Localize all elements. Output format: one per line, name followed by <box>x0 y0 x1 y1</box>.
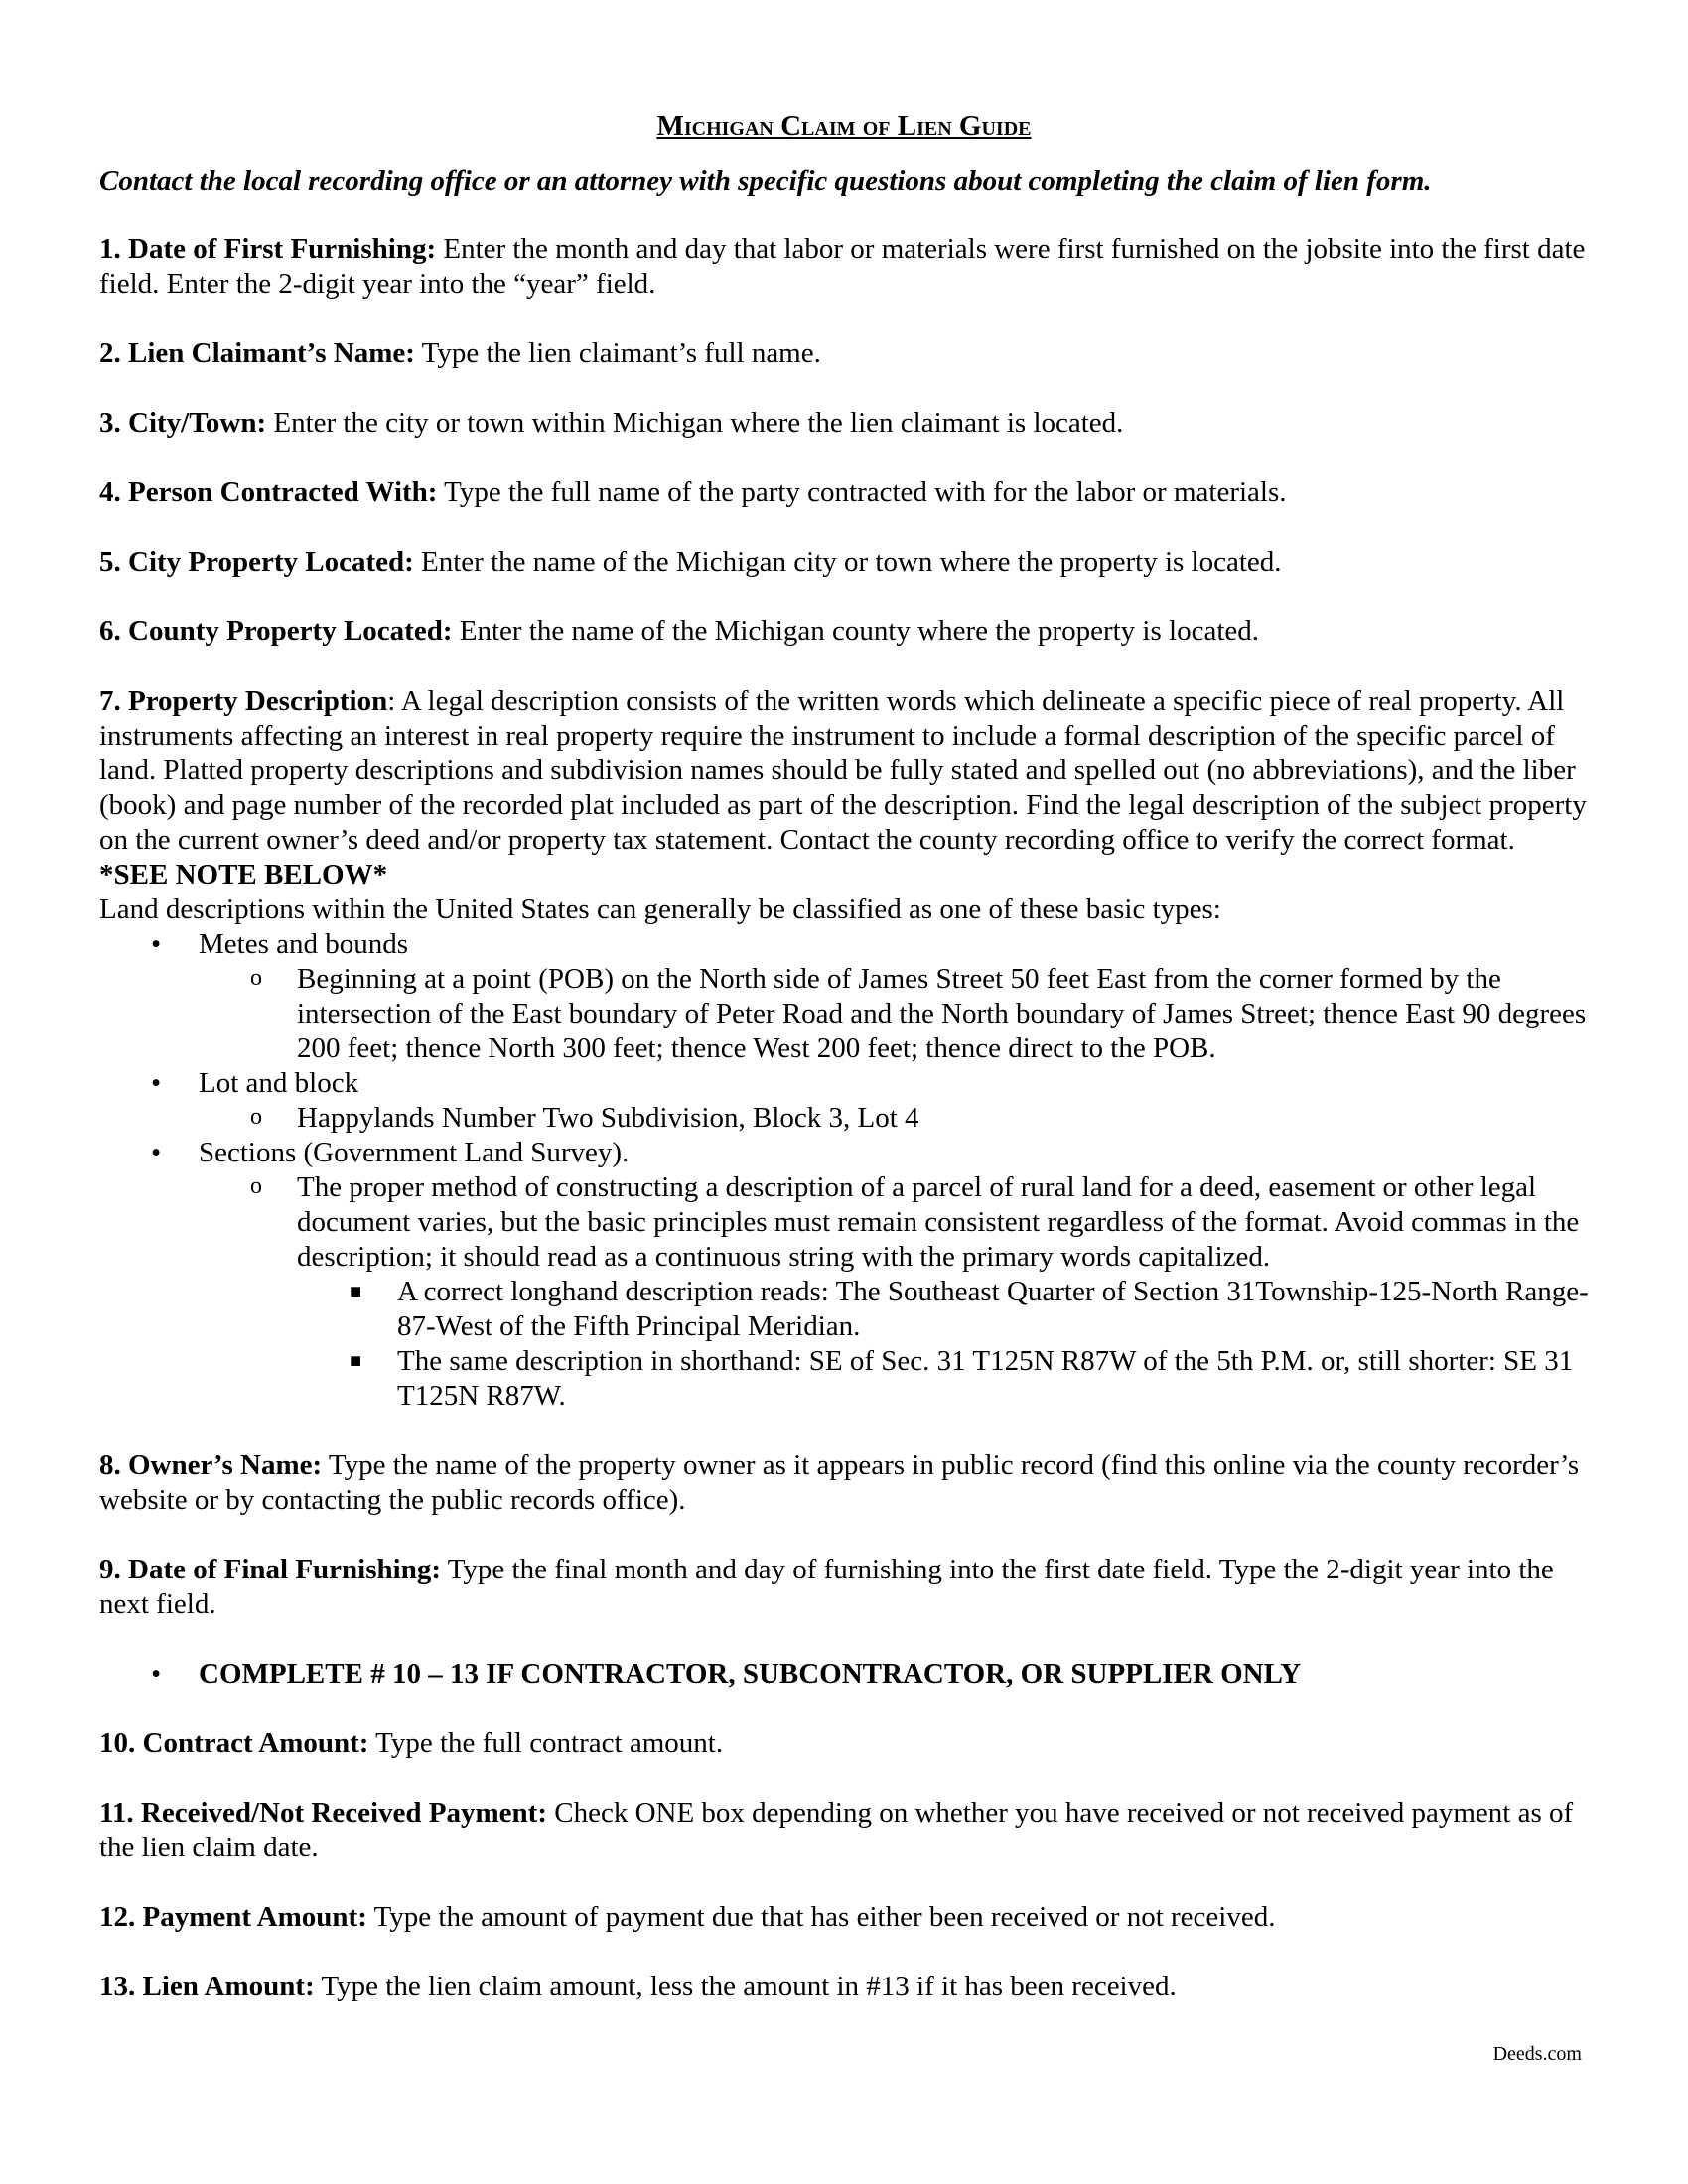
item-3-label: 3. City/Town: <box>99 407 267 439</box>
land-types-intro: Land descriptions within the United States can generally be classified as one of these basic types: <box>99 893 1221 925</box>
item-8 <box>99 1448 1589 1518</box>
item-2-text: Type the lien claimant’s full name. <box>414 338 821 369</box>
item-5-label: 5. City Property Located: <box>99 546 414 578</box>
item-10-label: 10. Contract Amount: <box>99 1727 369 1759</box>
sub-item-text: Beginning at a point (POB) on the North side of James Street 50 feet East from the corner formed by the intersection of the East boundary of Peter Road and the North boundary of James Street; thence East 90 degrees 200 feet; thence North 300 feet; thence West 200 feet; thence direct to the POB. <box>297 963 1587 1064</box>
item-10 <box>99 1726 1589 1761</box>
item-8-text: Type the name of the property owner as it appears in public record (find this online via the county recorder’s website or by contacting the public records office). <box>99 1449 1580 1516</box>
item-10-text: Type the full contract amount. <box>368 1727 724 1759</box>
item-8-label: 8. Owner’s Name: <box>99 1449 323 1481</box>
square-bullet-icon: ■ <box>350 1350 362 1372</box>
sub-sub-item-text: A correct longhand description reads: The Southeast Quarter of Section 31Township-125-North Range-87-West of the Fifth Principal Meridian. <box>397 1276 1589 1342</box>
item-7-text: : A legal description consists of the written words which delineate a specific piece of real property. All instruments affecting an interest in real property require the instrument to include a formal description of the specific parcel of land. Platted property descriptions and subdivision names should be fully stated and spelled out (no abbreviations), and the liber (book) and page number of the recorded plat included as part of the description. Find the legal description of the subject property on the current owner’s deed and/or property tax statement. Contact the county recording office to verify the correct format. <box>99 685 1587 856</box>
sub-item-text: The proper method of constructing a description of a parcel of rural land for a deed, easement or other legal document varies, but the basic principles must remain consistent regardless of the format. Avoid commas in the description; it should read as a continuous string with the primary words capitalized. <box>297 1171 1580 1273</box>
sub-item-metes-example <box>99 962 1589 1066</box>
item-9-text: Type the final month and day of furnishing into the first date field. Type the 2-digit year into the next field. <box>99 1554 1554 1620</box>
intro-note: Contact the local recording office or an attorney with specific questions about completing the claim of lien form. <box>99 165 1432 197</box>
list-item-label: Metes and bounds <box>199 928 409 960</box>
item-2-label: 2. Lien Claimant’s Name: <box>99 338 415 369</box>
circle-bullet-icon: o <box>250 1173 262 1199</box>
item-1 <box>99 232 1589 302</box>
document-page <box>99 109 1589 2039</box>
sub-item-sections-example <box>99 1170 1589 1275</box>
list-item-sections <box>99 1136 1589 1170</box>
land-types-list <box>99 927 1589 1414</box>
page-title: Michigan Claim of Lien Guide <box>656 110 1032 142</box>
sub-item-lot-example <box>99 1101 1589 1136</box>
item-11 <box>99 1796 1589 1865</box>
sub-sub-item-shorthand <box>99 1344 1589 1414</box>
item-7-label: 7. Property Description <box>99 685 388 717</box>
item-13 <box>99 1970 1589 2004</box>
contractor-note-text: COMPLETE # 10 – 13 IF CONTRACTOR, SUBCONTRACTOR, OR SUPPLIER ONLY <box>199 1658 1302 1690</box>
circle-bullet-icon: o <box>250 965 262 991</box>
item-6-text: Enter the name of the Michigan county where the property is located. <box>452 615 1260 647</box>
item-2 <box>99 337 1589 371</box>
sub-item-text: Happylands Number Two Subdivision, Block 3, Lot 4 <box>297 1102 919 1134</box>
item-9-label: 9. Date of Final Furnishing: <box>99 1554 441 1585</box>
sub-sub-item-text: The same description in shorthand: SE of Sec. 31 T125N R87W of the 5th P.M. or, still shorter: SE 31 T125N R87W. <box>397 1345 1574 1412</box>
item-11-label: 11. Received/Not Received Payment: <box>99 1797 547 1829</box>
item-6-label: 6. County Property Located: <box>99 615 453 647</box>
item-9 <box>99 1553 1589 1622</box>
item-13-label: 13. Lien Amount: <box>99 1971 315 2002</box>
contractor-note <box>99 1657 1589 1692</box>
item-4 <box>99 476 1589 510</box>
item-1-text: Enter the month and day that labor or materials were first furnished on the jobsite into the first date field. Enter the 2-digit year into the “year” field. <box>99 233 1586 300</box>
item-1-label: 1. Date of First Furnishing: <box>99 233 437 265</box>
item-13-text: Type the lien claim amount, less the amount in #13 if it has been received. <box>314 1971 1177 2002</box>
bullet-icon: • <box>151 1658 162 1690</box>
footer-brand: Deeds.com <box>1492 2043 1582 2065</box>
list-item-label: Sections (Government Land Survey). <box>199 1137 630 1168</box>
item-7 <box>99 684 1589 892</box>
list-item-metes <box>99 927 1589 962</box>
item-5 <box>99 545 1589 580</box>
circle-bullet-icon: o <box>250 1104 262 1130</box>
item-3-text: Enter the city or town within Michigan where the lien claimant is located. <box>266 407 1124 439</box>
item-3 <box>99 406 1589 441</box>
item-4-text: Type the full name of the party contracted with for the labor or materials. <box>437 477 1287 508</box>
sub-sub-item-longhand <box>99 1275 1589 1344</box>
item-4-label: 4. Person Contracted With: <box>99 477 438 508</box>
spacer <box>99 1414 1589 1448</box>
bullet-icon: • <box>151 928 162 960</box>
item-12 <box>99 1900 1589 1935</box>
see-note-below: *SEE NOTE BELOW* <box>99 859 388 890</box>
square-bullet-icon: ■ <box>350 1281 362 1302</box>
item-6 <box>99 614 1589 649</box>
item-11-text: Check ONE box depending on whether you have received or not received payment as of the lien claim date. <box>99 1797 1574 1863</box>
item-5-text: Enter the name of the Michigan city or town where the property is located. <box>413 546 1282 578</box>
item-12-label: 12. Payment Amount: <box>99 1901 367 1933</box>
item-12-text: Type the amount of payment due that has either been received or not received. <box>366 1901 1276 1933</box>
bullet-icon: • <box>151 1137 162 1168</box>
list-item-lot <box>99 1066 1589 1101</box>
bullet-icon: • <box>151 1067 162 1099</box>
list-item-label: Lot and block <box>199 1067 359 1099</box>
